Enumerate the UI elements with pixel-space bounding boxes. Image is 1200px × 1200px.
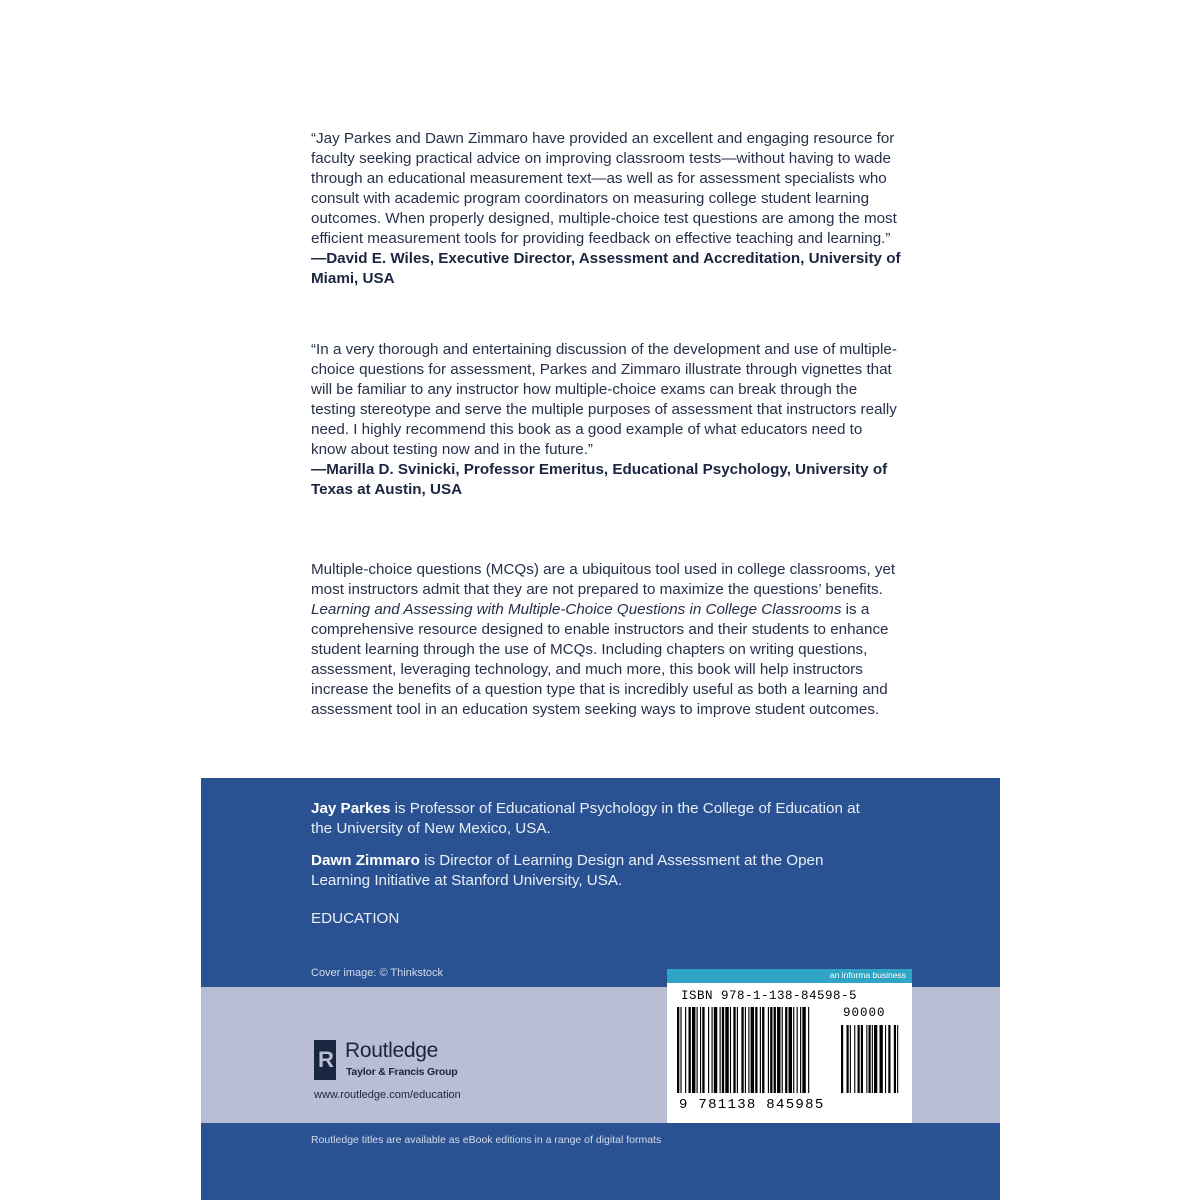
description-part-1: Multiple-choice questions (MCQs) are a ubiquitous tool used in college classrooms, yet most instructors admit that they are not prepared to maximize the questions’ benefits. (311, 561, 896, 598)
author-name: Dawn Zimmaro (311, 852, 420, 869)
routledge-logo-icon (314, 1040, 336, 1080)
svg-text:R: R (318, 1047, 334, 1072)
publisher-url: www.routledge.com/education (314, 1089, 461, 1101)
publisher-name: Routledge (345, 1039, 439, 1062)
author-name: Jay Parkes (311, 800, 391, 817)
back-cover (201, 0, 1000, 1200)
barcode-digits: 9 781138 845985 (679, 1097, 825, 1113)
barcode-bars (677, 1007, 902, 1097)
isbn-text: ISBN 978-1-138-84598-5 (681, 989, 858, 1003)
review-quote-2 (311, 340, 901, 500)
quote-text: “In a very thorough and entertaining discussion of the development and use of multiple-choice questions for assessment, Parkes and Zimmaro illustrate through vignettes that will be familiar to any instructor how multiple-choice exams can break through the testing stereotype and serve the multiple purposes of assessment that instructors really need. I highly recommend this book as a good example of what educators need to know about testing now and in the future.” (311, 341, 897, 458)
review-quote-1 (311, 129, 901, 289)
author-bio-text: is Professor of Educational Psychology in the College of Education at the University of New Mexico, USA. (311, 800, 860, 837)
informa-strip (667, 969, 912, 983)
description-part-2: is a comprehensive resource designed to enable instructors and their students to enhance student learning through the use of MCQs. Including chapters on writing questions, assessment, leveraging technology, and much more, this book will help instructors increase the benefits of a question type that is incredibly useful as both a learning and assessment tool in an education system seeking ways to improve student outcomes. (311, 601, 889, 718)
book-description (311, 560, 901, 720)
author-bio-2 (311, 851, 871, 891)
quote-attribution: —Marilla D. Svinicki, Professor Emeritus, Educational Psychology, University of Texas at Austin, USA (311, 461, 888, 498)
isbn-barcode (667, 969, 912, 1123)
author-bio-1 (311, 799, 871, 839)
quote-text: “Jay Parkes and Dawn Zimmaro have provided an excellent and engaging resource for faculty seeking practical advice on improving classroom tests—without having to wade through an educational measurement text—as well as for assessment specialists who consult with academic program coordinators on measuring college student learning outcomes. When properly designed, multiple-choice test questions are among the most efficient measurement tools for providing feedback on effective teaching and learning.” (311, 130, 897, 247)
quote-attribution: —David E. Wiles, Executive Director, Assessment and Accreditation, University of Miami, USA (311, 250, 901, 287)
book-title-italic: Learning and Assessing with Multiple-Choice Questions in College Classrooms (311, 601, 842, 618)
informa-label: an informa business (829, 970, 906, 980)
description-paragraph (311, 560, 901, 720)
ebook-note: Routledge titles are available as eBook editions in a range of digital formats (311, 1134, 662, 1146)
subject-category: EDUCATION (311, 910, 400, 927)
price-code: 90000 (843, 1006, 886, 1020)
cover-image-credit: Cover image: © Thinkstock (311, 967, 444, 979)
publisher-group: Taylor & Francis Group (346, 1066, 458, 1078)
author-bio-text: is Director of Learning Design and Assessment at the Open Learning Initiative at Stanford University, USA. (311, 852, 824, 889)
